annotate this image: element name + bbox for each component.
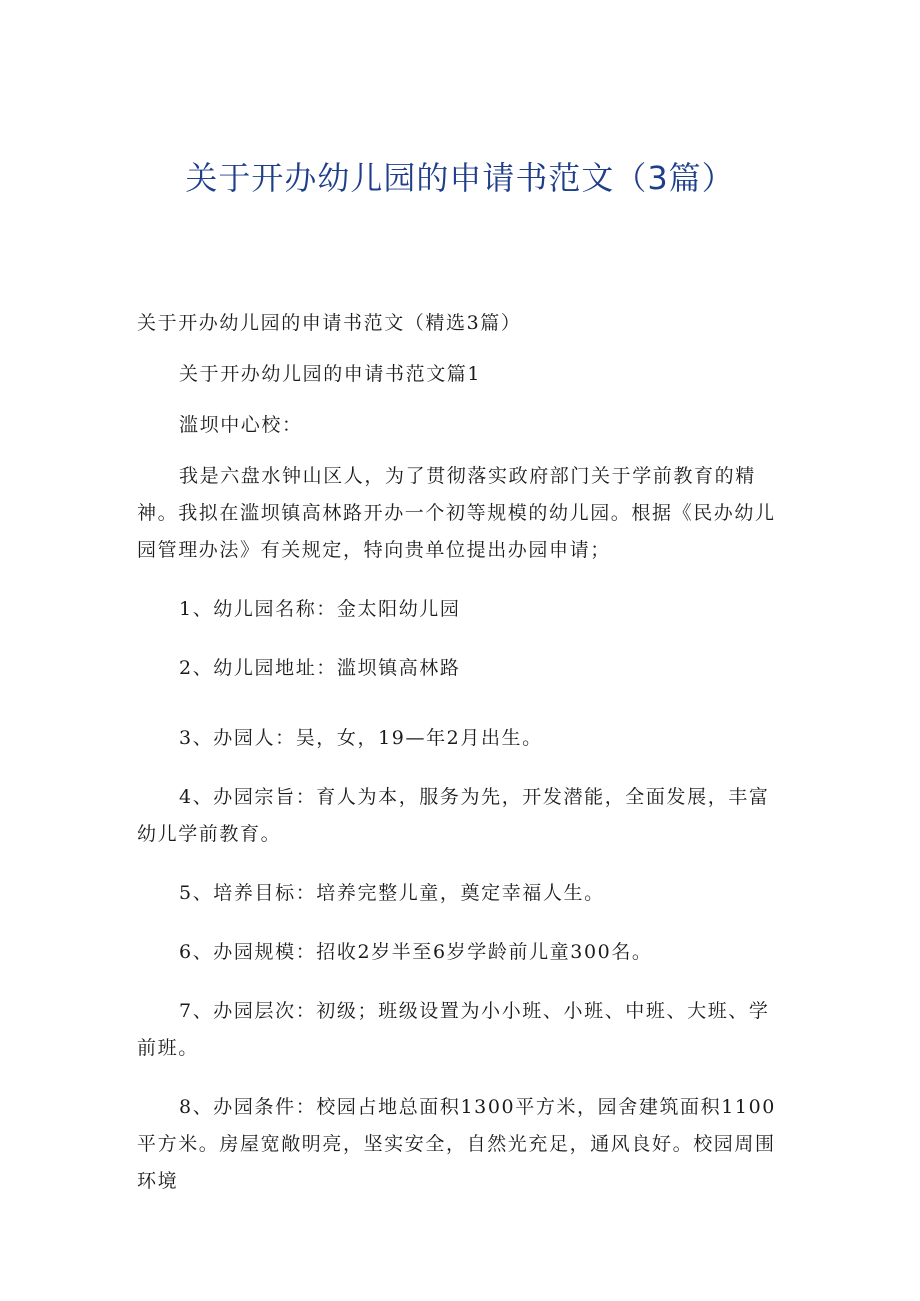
- salutation: 滥坝中心校：: [179, 414, 303, 436]
- document-subtitle: 关于开办幼儿园的申请书范文（精选3篇）: [137, 312, 522, 334]
- list-item: 3、办园人：吴，女，19—年2月出生。: [179, 727, 543, 749]
- section-heading: 关于开办幼儿园的申请书范文篇1: [179, 363, 482, 385]
- list-item: 7、办园层次：初级；班级设置为小小班、小班、中班、大班、学前班。: [137, 1000, 770, 1059]
- intro-paragraph: 我是六盘水钟山区人，为了贯彻落实政府部门关于学前教育的精神。我拟在滥坝镇高林路开办一个初等规模的幼儿园。根据《民办幼儿园管理办法》有关规定，特向贵单位提出办园申请；: [137, 465, 776, 561]
- list-item: 8、办园条件：校园占地总面积1300平方米，园舍建筑面积1100平方米。房屋宽敞明亮，坚实安全，自然光充足，通风良好。校园周围环境: [137, 1096, 776, 1192]
- document-body: [137, 305, 785, 1200]
- list-item: 1、幼儿园名称：金太阳幼儿园: [179, 598, 461, 620]
- document-title: 关于开办幼儿园的申请书范文（3篇）: [185, 159, 735, 197]
- list-item: 4、办园宗旨：育人为本，服务为先，开发潜能，全面发展，丰富幼儿学前教育。: [137, 786, 770, 845]
- list-item: 2、幼儿园地址：滥坝镇高林路: [179, 657, 461, 679]
- list-item: 6、办园规模：招收2岁半至6岁学龄前儿童300名。: [179, 941, 653, 963]
- list-item: 5、培养目标：培养完整儿童，奠定幸福人生。: [179, 882, 605, 904]
